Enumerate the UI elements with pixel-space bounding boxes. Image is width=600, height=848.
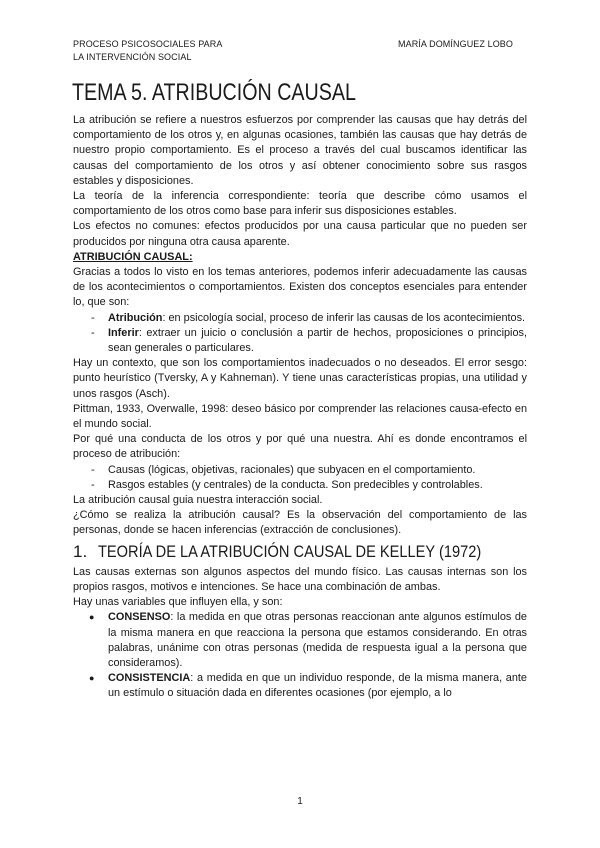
concepts-list [73,311,527,357]
paragraph-intro-concepts: Gracias a todos lo visto en los temas anteriores, podemos inferir adecuadamente las causas de los acontecimientos o comportamientos. Existen dos conceptos esenciales para entender lo, que son: [73,266,527,309]
variable-term: CONSISTENCIA [108,672,191,685]
bullet-icon: ● [89,673,95,684]
dash-marker: - [91,478,95,491]
paragraph-correspondent-inference: La teoría de la inferencia correspondiente: teoría que describe cómo usamos el comportamiento de los otros como base para inferir sus disposiciones estables. [73,190,527,218]
document-body [73,113,527,702]
list-item [73,463,527,478]
concept-term: Atribución [108,311,163,324]
list-item [73,311,527,326]
header-author: MARÍA DOMÍNGUEZ LOBO [398,39,514,49]
paragraph-pittman: Pittman, 1933, Overwalle, 1998: deseo básico por comprender las relaciones causa-efecto en el mundo social. [73,402,527,431]
dash-marker: - [91,311,95,324]
header-course-line2: LA INTERVENCIÓN SOCIAL [73,52,192,62]
paragraph-causes: Las causas externas son algunos aspectos del mundo físico. Las causas internas son los propios rasgos, motivos e intenciones. Se hace una combinación de ambas. [73,565,527,593]
page-title: TEMA 5. ATRIBUCIÓN CAUSAL [72,79,356,106]
header-course-line1: PROCESO PSICOSOCIALES PARA [73,39,223,49]
paragraph-guide: La atribución causal guia nuestra interacción social. [73,494,323,507]
paragraph-process: Por qué una conducta de los otros y por qué una nuestra. Ahí es donde encontramos el proceso de atribución: [73,433,527,461]
section-number: 1. [73,541,88,561]
concept-text: : extraer un juicio o conclusión a partir de hechos, proposiciones o principios, sean generales o particulares. [108,326,527,355]
list-item [73,326,527,356]
list-item [73,671,527,701]
dash-marker: - [91,326,95,339]
paragraph-context: Hay un contexto, que son los comportamientos inadecuados o no deseados. El error sesgo: punto heurístico (Tversky, A y Kahneman). Y tiene unas características propias, una utilidad y unos rasgos (Asch). [73,357,527,400]
section-heading-kelley [73,541,527,563]
paragraph-variables-intro: Hay unas variables que influyen ella, y son: [73,596,283,609]
process-item-text: Rasgos estables (y centrales) de la conducta. Son predecibles y controlables. [108,478,483,491]
variables-list [73,610,527,701]
section-heading-causal-attribution: ATRIBUCIÓN CAUSAL: [73,250,193,263]
concept-term: Inferir [108,326,139,339]
variable-term: CONSENSO [108,611,171,624]
list-item [73,478,527,493]
paragraph-definition: La atribución se refiere a nuestros esfuerzos por comprender las causas que hay detrás del comportamiento de los otros y, en algunas ocasiones, también las causas que hay detrás de nuestro propio comportamiento. Es el proceso a través del cual buscamos identificar las causas del comportamiento de los otros y así obtener conocimiento sobre sus rasgos estables y disposiciones. [73,114,527,187]
variable-text: : la medida en que otras personas reaccionan ante algunos estímulos de la misma manera en que reacciona la persona que estamos considerando. En otras palabras, unánime con otras personas (medida de respuesta igual a la persona que consideramos). [108,611,527,669]
page-number: 1 [297,796,303,807]
header-course [73,38,273,64]
process-list [73,463,527,493]
section-title: TEORÍA DE LA ATRIBUCIÓN CAUSAL DE KELLEY (1972) [97,541,481,561]
bullet-icon: ● [89,612,95,623]
paragraph-uncommon-effects: Los efectos no comunes: efectos producidos por una causa particular que no pueden ser producidos por ninguna otra causa aparente. [73,220,527,248]
paragraph-how: ¿Cómo se realiza la atribución causal? Es la observación del comportamiento de las personas, donde se hacen inferencias (extracción de conclusiones). [73,509,527,537]
dash-marker: - [91,463,95,476]
process-item-text: Causas (lógicas, objetivas, racionales) que subyacen en el comportamiento. [108,463,476,476]
concept-text: : en psicología social, proceso de inferir las causas de los acontecimientos. [162,311,526,324]
list-item [73,610,527,671]
variable-text: : a medida en que un individuo responde, de la misma manera, ante un estímulo o situación dada en diferentes ocasiones (por ejemplo, a lo [108,672,527,700]
